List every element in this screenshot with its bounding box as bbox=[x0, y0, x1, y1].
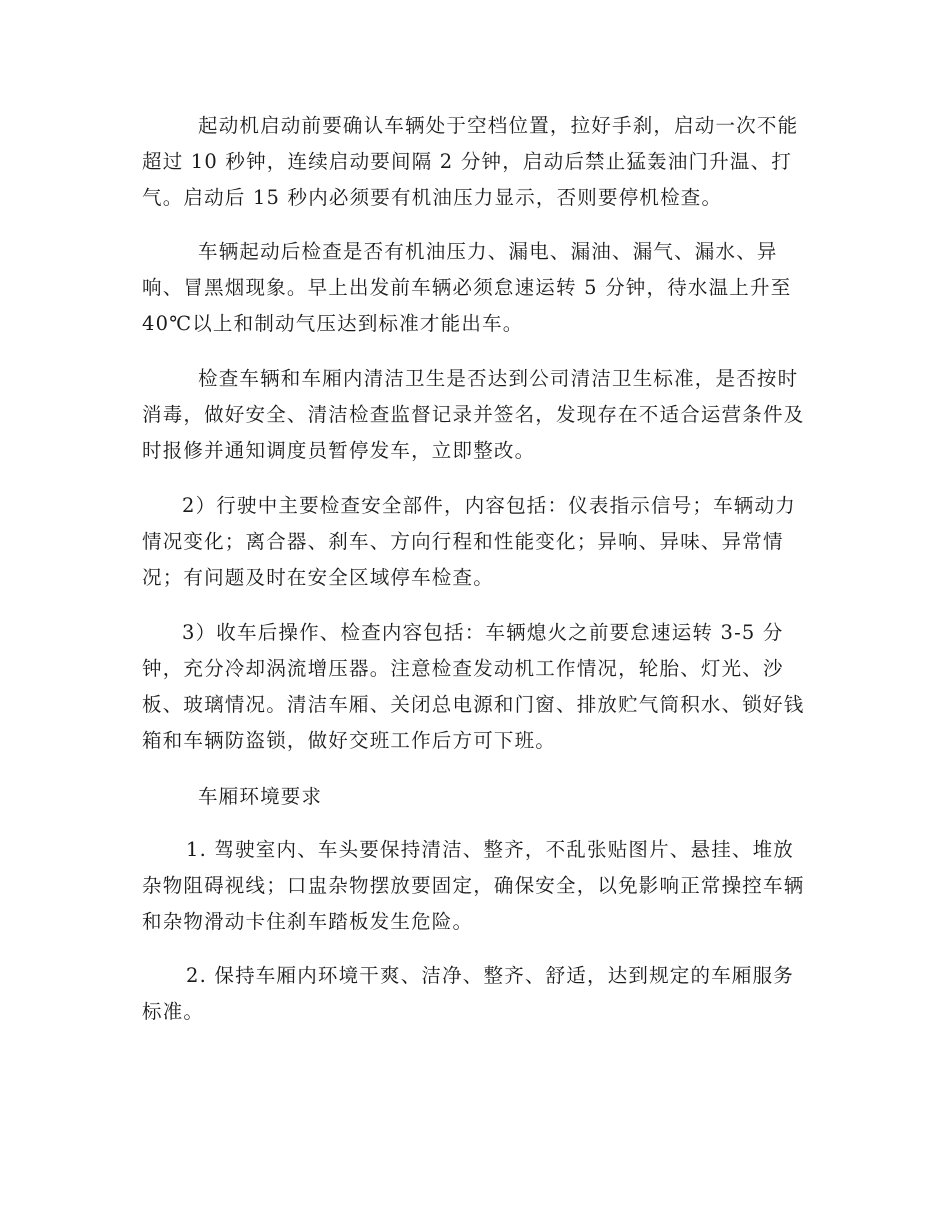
paragraph-after-shift-check: 3）收车后操作、检查内容包括：车辆熄火之前要怠速运转 3-5 分钟，充分冷却涡流增压器。注意检查发动机工作情况，轮胎、灯光、沙板、玻璃情况。清洁车厢、关闭总电源和门窗、排放贮气筒积水、锁好钱箱和车辆防盗锁，做好交班工作后方可下班。 bbox=[142, 621, 805, 752]
list-item-cabin-environment: 2. 保持车厢内环境干爽、洁净、整齐、舒适，达到规定的车厢服务标准。 bbox=[142, 964, 795, 1023]
paragraph-driving-check: 2）行驶中主要检查安全部件，内容包括：仪表指示信号；车辆动力情况变化；离合器、刹车、方向行程和性能变化；异响、异味、异常情况；有问题及时在安全区域停车检查。 bbox=[142, 494, 796, 589]
section-heading: 车厢环境要求 bbox=[198, 785, 323, 808]
list-item-cab-cleanliness: 1. 驾驶室内、车头要保持清洁、整齐，不乱张贴图片、悬挂、堆放杂物阻碍视线；口盅杂物摆放要固定，确保安全，以免影响正常操控车辆和杂物滑动卡住刹车踏板发生危险。 bbox=[142, 838, 805, 933]
paragraph-post-start-check: 车辆起动后检查是否有机油压力、漏电、漏油、漏气、漏水、异响、冒黑烟现象。早上出发前车辆必须怠速运转 5 分钟，待水温上升至 40℃以上和制动气压达到标准才能出车。 bbox=[142, 240, 792, 335]
paragraph-engine-start: 起动机启动前要确认车辆处于空档位置，拉好手刹，启动一次不能超过 10 秒钟，连续启动要间隔 2 分钟，启动后禁止猛轰油门升温、打气。启动后 15 秒内必须要有机油压力显示，否则要停机检查。 bbox=[142, 114, 799, 209]
paragraph-cleaning-check: 检查车辆和车厢内清洁卫生是否达到公司清洁卫生标准，是否按时消毒，做好安全、清洁检查监督记录并签名，发现存在不适合运营条件及时报修并通知调度员暂停发车，立即整改。 bbox=[142, 367, 805, 462]
